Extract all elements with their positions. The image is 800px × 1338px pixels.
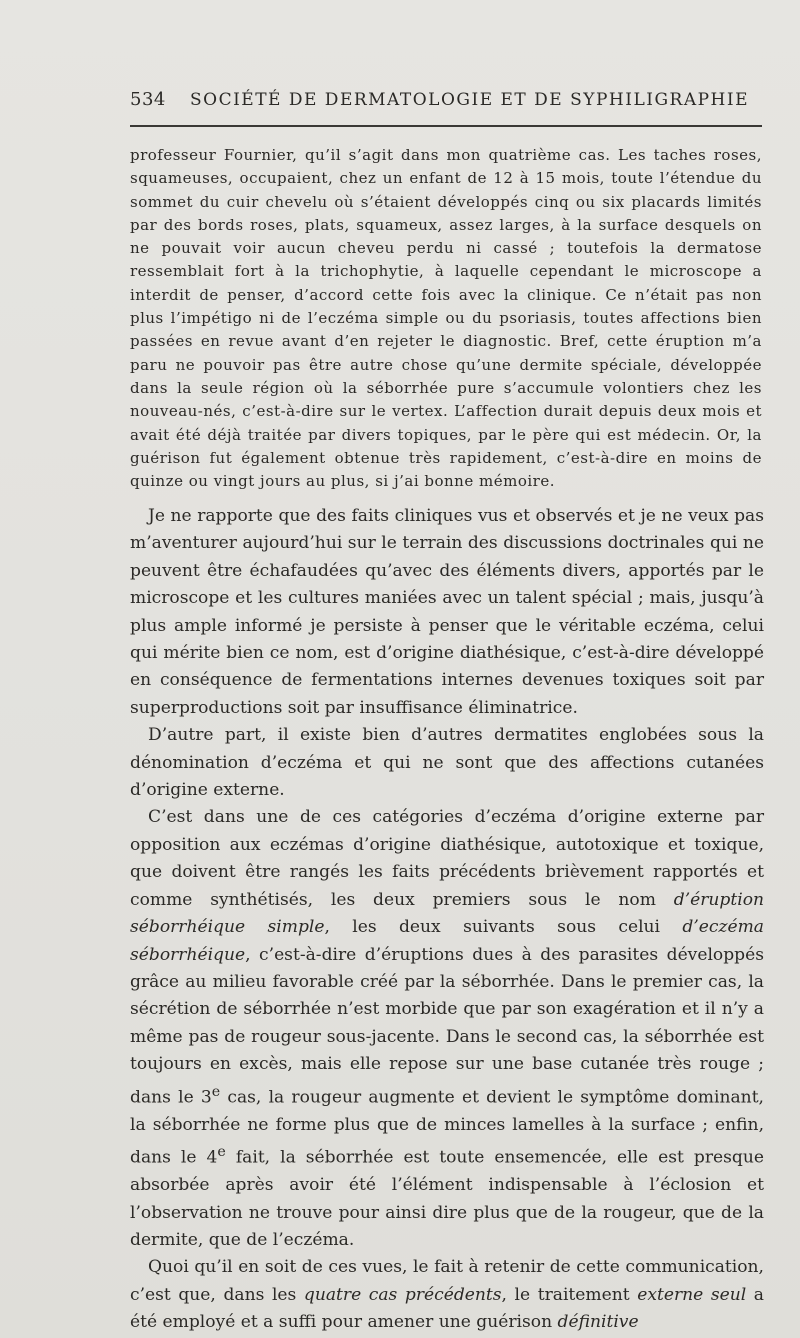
- p4-text-a: Quoi qu’il en soit de ces vues, le fait à retenir de cette communication, c’est que, dans les: [130, 1257, 764, 1305]
- p3-superscript-2: e: [217, 1144, 226, 1161]
- p3-superscript-1: e: [211, 1083, 221, 1100]
- p3-text-e: fait, la séborrhée est toute ensemencée, elle est presque absorbée après avoir été l’élément indispensable à l’éclosion et l’observation ne trouve pour ainsi dire plus que de la rougeur, que de la dermite, que de l’eczéma.: [130, 1147, 765, 1250]
- paragraph-4: [130, 1254, 764, 1336]
- p3-italic-eruption: d’éruption séborrhéique simple: [130, 889, 765, 938]
- p4-text-b: , le traitement: [501, 1284, 630, 1305]
- p4-text-c: a été employé et a suffi pour amener une guérison: [130, 1284, 764, 1333]
- paragraph-3: [130, 804, 764, 1254]
- small-paragraph-text: professeur Fournier, qu’il s’agit dans mon quatrième cas. Les taches roses, squameuses, occupaient, chez un enfant de 12 à 15 mois, toute l’étendue du sommet du cuir chevelu où s’étaient développés cinq ou six placards limités par des bords roses, plats, squameux, assez larges, à la surface desquels on ne pouvait voir aucun cheveu perdu ni cassé ; toutefois la dermatose ressemblait fort à la trichophytie, à laquelle cependant le microscope a interdit de penser, d’accord cette fois avec la clinique. Ce n’était pas non plus l’impétigo ni de l’eczéma simple ou du psoriasis, toutes affections bien passées en revue avant d’en rejeter le diagnostic. Bref, cette éruption m’a paru ne pouvoir pas être autre chose qu’une dermite spéciale, développée dans la seule région où la séborrhée pure s’accumule volontiers chez les nouveau-nés, c’est-à-dire sur le vertex. L’affection durait depuis deux mois et avait été déjà traitée par divers topiques, par le père qui est médecin. Or, la guérison fut également obtenue très rapidement, c’est-à-dire en moins de quinze ou vingt jours au plus, si j’ai bonne mémoire.: [130, 146, 762, 491]
- paragraph-1: Je ne rapporte que des faits cliniques vus et observés et je ne veux pas m’aventurer aujourd’hui sur le terrain des discussions doctrinales qui ne peuvent être échafaudées qu’avec des éléments divers, apportés par le microscope et les cultures maniées avec un talent spécial ; mais, jusqu’à plus ample informé je persiste à penser que le véritable eczéma, celui qui mérite bien ce nom, est d’origine diathésique, c’est-à-dire développé en conséquence de fermentations internes devenues toxiques soit par superproductions soit par insuffisance éliminatrice.: [130, 506, 764, 718]
- running-header: [130, 89, 762, 110]
- main-text: [130, 503, 764, 1337]
- page-number: 534: [130, 89, 166, 110]
- p4-italic-definitive: définitive: [557, 1312, 639, 1333]
- p3-text-d: cas, la rougeur augmente et devient le symptôme dominant, la séborrhée ne forme plus que de minces lamelles à la surface ; enfin, dans le 4: [130, 1087, 764, 1168]
- running-title: SOCIÉTÉ DE DERMATOLOGIE ET DE SYPHILIGRAPHIE: [190, 90, 750, 110]
- small-print-paragraph: [130, 144, 762, 493]
- header-rule: [130, 125, 762, 127]
- p3-text-a: C’est dans une de ces catégories d’eczéma d’origine externe par opposition aux eczémas d’origine diathésique, autotoxique et toxique, que doivent être rangés les faits précédents brièvement rapportés et comme synthétisés, les deux premiers sous le nom: [130, 807, 764, 910]
- p3-text-c: , c’est-à-dire d’éruptions dues à des parasites développés grâce au milieu favorable créé par la séborrhée. Dans le premier cas, la sécrétion de séborrhée n’est morbide que par son exagération et il n’y a même pas de rougeur sous-jacente. Dans le second cas, la séborrhée est toujours en excès, mais elle repose sur une base cutanée très rouge ; dans le 3: [130, 944, 764, 1108]
- p4-italic-external: externe seul: [637, 1284, 747, 1305]
- p3-text-b: , les deux suivants sous celui: [324, 917, 661, 938]
- p4-italic-cases: quatre cas précédents: [303, 1284, 502, 1305]
- p3-italic-eczema: d’eczéma séborrhéique: [130, 917, 764, 965]
- paragraph-2: D’autre part, il existe bien d’autres dermatites englobées sous la dénomination d’eczéma et qui ne sont que des affections cutanées d’origine externe.: [130, 725, 764, 801]
